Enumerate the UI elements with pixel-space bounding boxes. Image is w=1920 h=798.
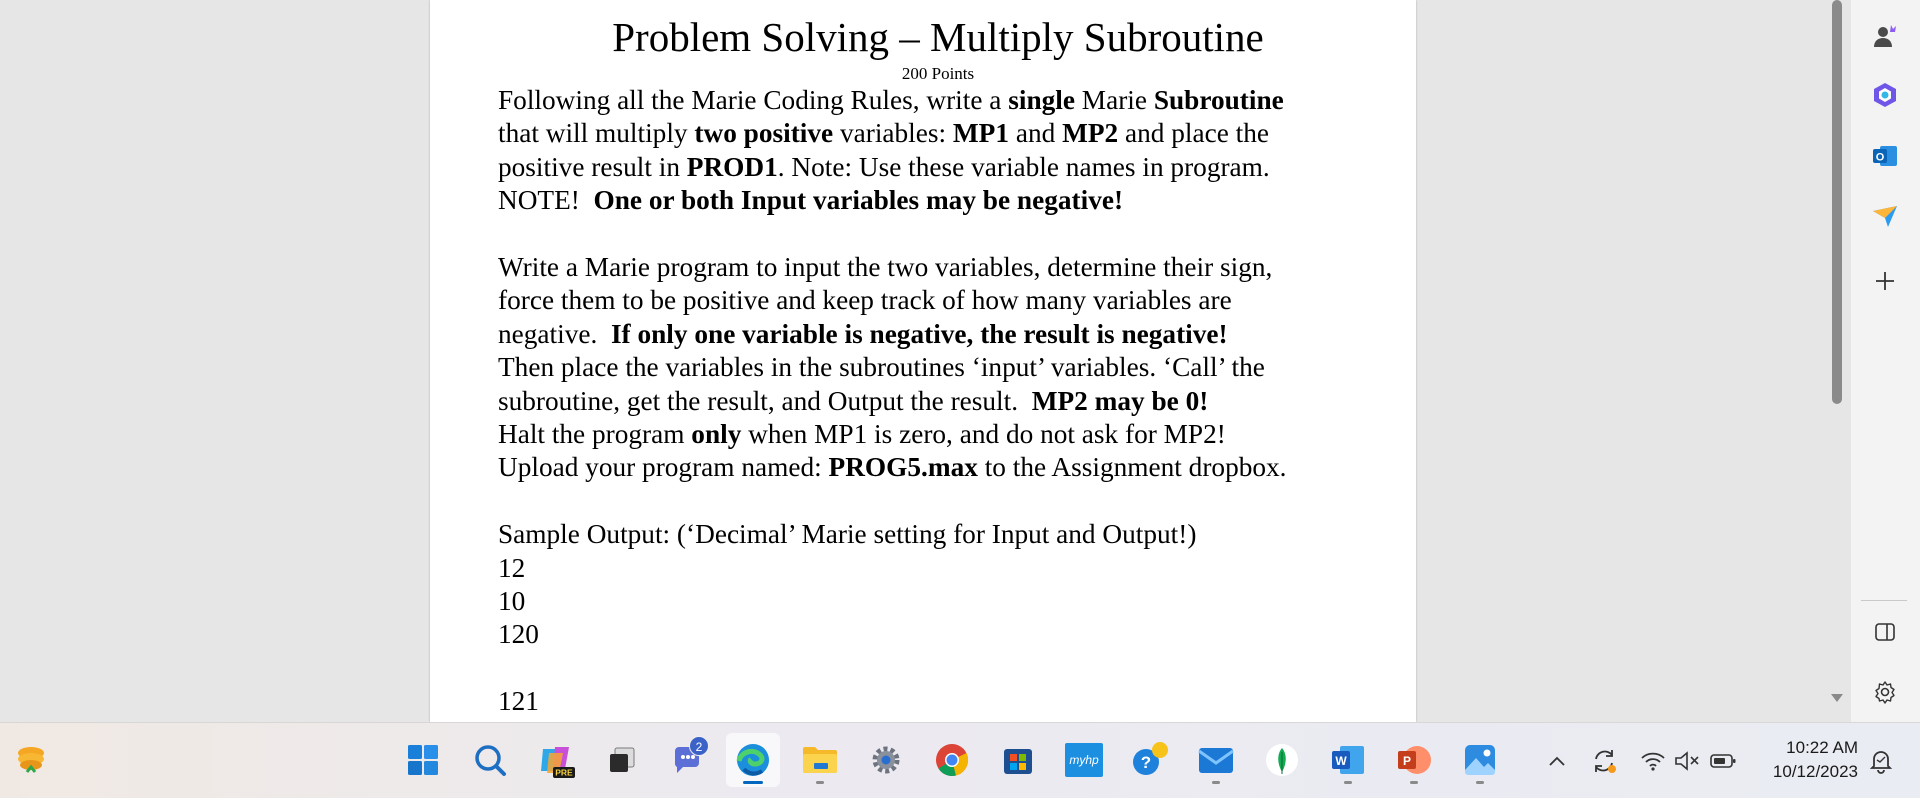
outlook-icon[interactable] xyxy=(1867,138,1903,174)
mail-icon[interactable] xyxy=(1189,733,1243,787)
paragraph-line: subroutine, get the result, and Output the result. MP2 may be 0! xyxy=(498,385,1209,416)
paragraph-line: NOTE! One or both Input variables may be negative! xyxy=(498,185,1124,216)
svg-text:P: P xyxy=(1402,754,1412,768)
viewer-frame xyxy=(5,0,1830,722)
blank-line xyxy=(498,652,1378,685)
search-icon[interactable] xyxy=(463,733,517,787)
chevron-up-icon[interactable] xyxy=(1540,741,1574,781)
battery-icon[interactable] xyxy=(1706,741,1740,781)
taskbar xyxy=(0,722,1920,798)
running-indicator xyxy=(1344,781,1352,784)
paragraph-line: positive result in PROD1. Note: Use these variable names in program. xyxy=(498,151,1270,182)
page-content xyxy=(498,12,1378,719)
settings-app-icon[interactable] xyxy=(859,733,913,787)
svg-text:W: W xyxy=(1335,754,1347,768)
running-indicator xyxy=(816,781,824,784)
wifi-icon[interactable] xyxy=(1636,741,1670,781)
blank-line xyxy=(498,218,1378,251)
copilot-icon[interactable] xyxy=(1867,77,1903,113)
scroll-down-arrow-icon[interactable] xyxy=(1831,694,1843,702)
help-icon[interactable] xyxy=(1123,733,1177,787)
running-indicator xyxy=(1410,781,1418,784)
sample-output-line: 121 xyxy=(498,686,539,717)
sample-heading: Sample Output: (‘Decimal’ Marie setting for Input and Output!) xyxy=(498,519,1197,550)
mongodb-icon[interactable] xyxy=(1255,733,1309,787)
scrollbar-thumb[interactable] xyxy=(1832,0,1842,404)
svg-text:?: ? xyxy=(1140,753,1152,772)
paragraph-line: Then place the variables in the subroutines ‘input’ variables. ‘Call’ the xyxy=(498,352,1265,383)
points-label: 200 Points xyxy=(901,64,975,83)
browser-sidebar xyxy=(1851,0,1920,722)
photos-icon[interactable] xyxy=(1453,733,1507,787)
copilot-pre-icon[interactable] xyxy=(529,733,583,787)
page-title: Problem Solving – Multiply Subroutine xyxy=(612,14,1264,60)
notification-badge: 2 xyxy=(689,736,709,756)
blank-line xyxy=(498,485,1378,518)
paragraph-line: that will multiply two positive variables: MP1 and MP2 and place the xyxy=(498,118,1269,149)
clock-time: 10:22 AM xyxy=(1786,738,1858,757)
sample-output-line: 12 xyxy=(498,552,526,583)
active-indicator xyxy=(743,781,763,784)
svg-text:O: O xyxy=(1875,151,1885,164)
paragraph-line: force them to be positive and keep track of how many variables are xyxy=(498,285,1232,316)
myhp-label: myhp xyxy=(1065,743,1103,777)
sample-output-line: 10 xyxy=(498,586,526,617)
paragraph-line: Write a Marie program to input the two variables, determine their sign, xyxy=(498,252,1273,283)
clock-date: 10/12/2023 xyxy=(1772,762,1858,781)
teams-chat-icon[interactable] xyxy=(661,733,715,787)
add-icon[interactable] xyxy=(1867,263,1903,299)
svg-text:PRE: PRE xyxy=(555,767,573,778)
running-indicator xyxy=(1212,781,1220,784)
sidebar-divider xyxy=(1861,600,1907,601)
volume-muted-icon[interactable] xyxy=(1670,741,1704,781)
task-view-icon[interactable] xyxy=(595,733,649,787)
edge-icon[interactable] xyxy=(726,733,780,787)
paragraph-line: negative. If only one variable is negative, the result is negative! xyxy=(498,318,1228,349)
paragraph-line: Following all the Marie Coding Rules, write a single Marie Subroutine xyxy=(498,85,1284,115)
start-icon[interactable] xyxy=(396,733,450,787)
paragraph-line: Upload your program named: PROG5.max to the Assignment dropbox. xyxy=(498,452,1287,483)
widgets-icon[interactable] xyxy=(4,733,58,787)
word-icon[interactable] xyxy=(1321,733,1375,787)
system-clock[interactable] xyxy=(1742,736,1858,784)
sync-icon[interactable] xyxy=(1586,741,1622,781)
store-icon[interactable] xyxy=(991,733,1045,787)
vertical-scrollbar[interactable] xyxy=(1828,0,1846,722)
profile-icon[interactable] xyxy=(1867,18,1903,54)
sample-output-line: 120 xyxy=(498,619,539,650)
notification-icon[interactable] xyxy=(1864,741,1898,781)
split-screen-icon[interactable] xyxy=(1867,614,1903,650)
powerpoint-icon[interactable] xyxy=(1387,733,1441,787)
paragraph-line: Halt the program only when MP1 is zero, and do not ask for MP2! xyxy=(498,419,1226,450)
running-indicator xyxy=(1476,781,1484,784)
chrome-icon[interactable] xyxy=(925,733,979,787)
file-explorer-icon[interactable] xyxy=(793,733,847,787)
myhp-icon[interactable] xyxy=(1057,733,1111,787)
document-page xyxy=(430,0,1416,722)
settings-icon[interactable] xyxy=(1867,674,1903,710)
send-icon[interactable] xyxy=(1867,198,1903,234)
